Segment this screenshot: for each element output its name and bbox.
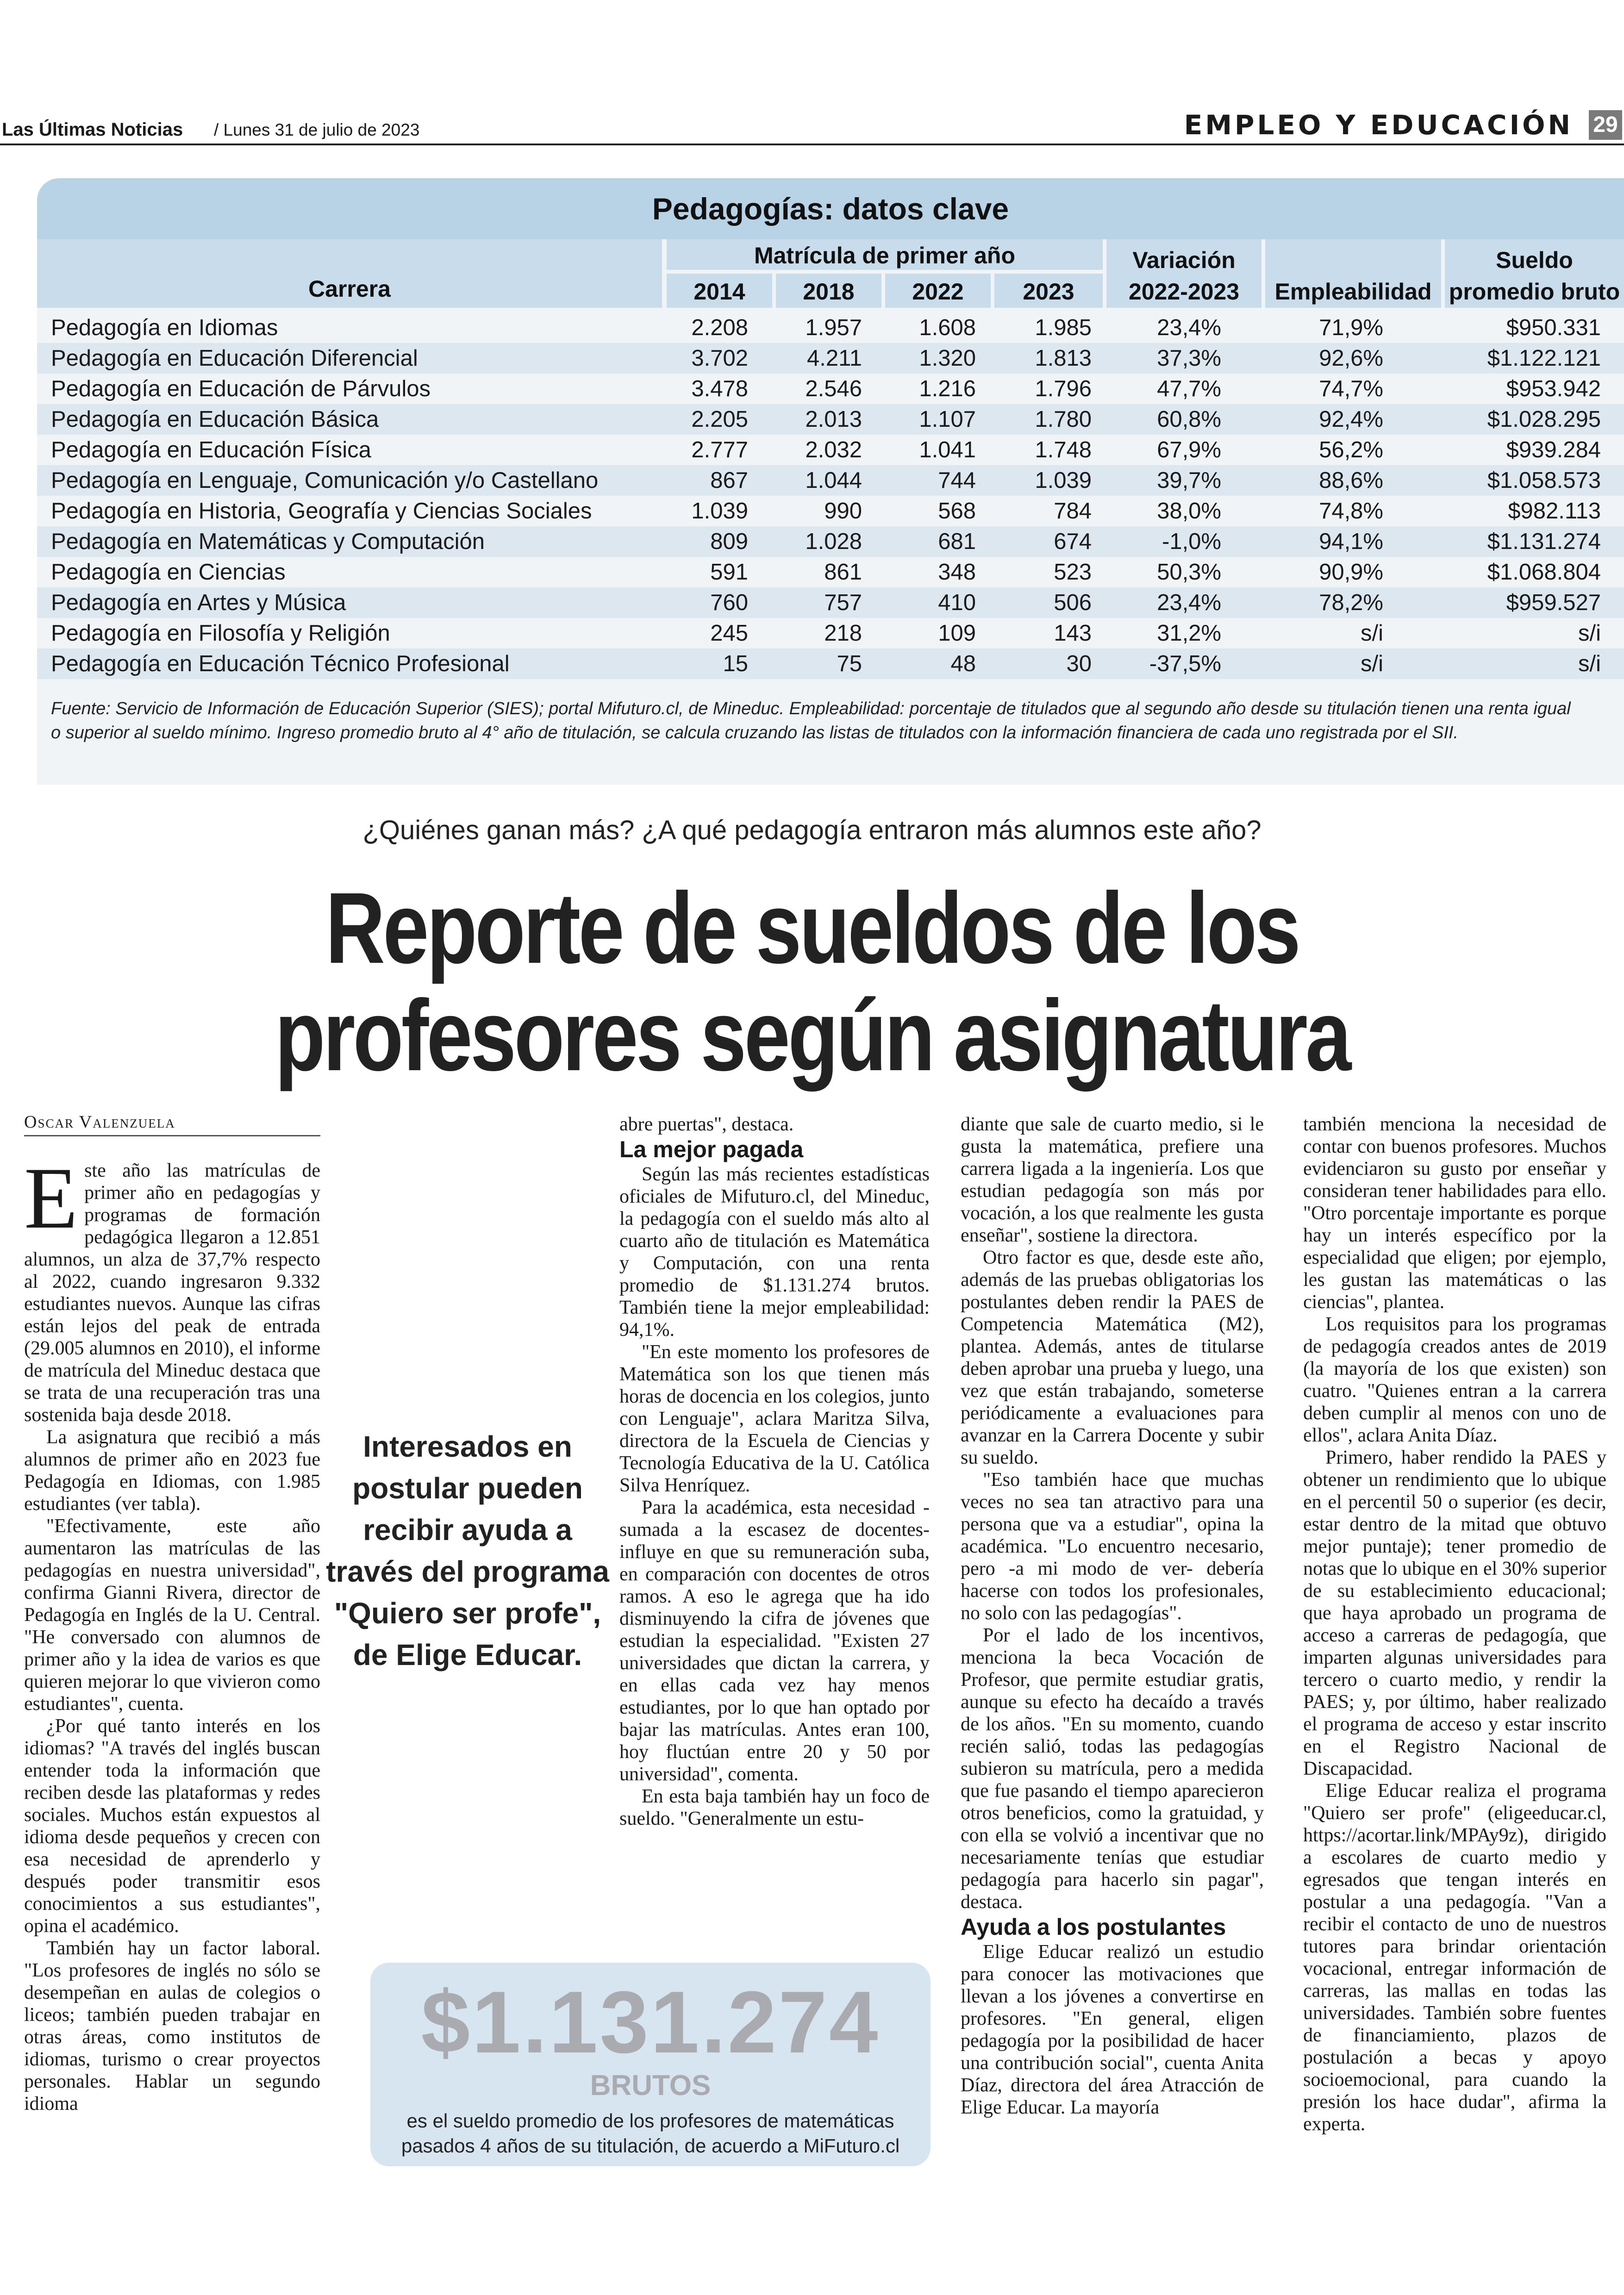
cell-variation: 37,3% xyxy=(1157,346,1221,371)
salary-amount: $1.131.274 xyxy=(421,1973,880,2071)
cell-2023: 506 xyxy=(1054,590,1092,615)
cell-2018: 757 xyxy=(824,590,862,615)
cell-variation: 31,2% xyxy=(1157,621,1221,646)
cell-2014: 1.039 xyxy=(691,499,748,524)
cell-2018: 861 xyxy=(824,560,862,585)
article-paragraph: "En este momento los profesores de Matemática son los que tienen más horas de docencia en los colegios, junto con Lenguaje", aclara Maritza Silva, directora de la Escuela de Ciencias y Tecnología Educativa de la U. Católica Silva Henríquez. xyxy=(619,1341,930,1496)
article-paragraph: Para la académica, esta necesidad -sumada a la escasez de docentes- influye en que su remuneración suba, en comparación con docentes de otros ramos. A eso le agrega que ha ido disminuyendo la cifra de jóvenes que estudian la especialidad. "Existen 27 universidades que dictan la carrera, y en ellas cada vez hay menos estudiantes, por lo que han optado por bajar las matrículas. Antes eran 100, hoy fluctúan entre 20 y 50 por universidad", comenta. xyxy=(619,1497,930,1785)
header-year-2023: 2023 xyxy=(1023,279,1074,305)
table-row xyxy=(37,587,1624,618)
article-paragraph: diante que sale de cuarto medio, si le gusta la matemática, prefiere una carrera ligada a la ingeniería. Los que estudian pedagogía son más por vocación, a los que realmente les gusta enseñar", sostiene la directora. xyxy=(961,1114,1264,1246)
cell-variation: 23,4% xyxy=(1157,315,1221,340)
article-paragraph xyxy=(24,1150,320,1426)
cell-2022: 1.608 xyxy=(919,315,976,340)
cell-2014: 2.205 xyxy=(691,407,748,432)
cell-salary: $1.068.804 xyxy=(1487,560,1601,585)
article-headline xyxy=(146,872,1478,1092)
article-paragraph: Otro factor es que, desde este año, además de las pruebas obligatorias los postulantes deben rendir la PAES de Competencia Matemática (M2), plantea. Además, antes de titularse deben aprobar una prueba y luego, una vez que están trabajando, someterse periódicamente a evaluaciones para avanzar en la Carrera Docente y subir su sueldo. xyxy=(961,1247,1264,1468)
cell-career: Pedagogía en Educación Física xyxy=(51,437,371,462)
header-year-2022: 2022 xyxy=(912,279,964,305)
cell-2023: 1.748 xyxy=(1035,437,1092,462)
cell-2022: 681 xyxy=(938,529,976,554)
cell-variation: 47,7% xyxy=(1157,376,1221,401)
cell-career: Pedagogía en Ciencias xyxy=(51,560,286,585)
cell-employability: 88,6% xyxy=(1319,468,1383,493)
salary-caption: es el sueldo promedio de los profesores de matemáticas pasados 4 años de su titulación, de acuerdo a MiFuturo.cl xyxy=(401,2110,900,2157)
publication-date: / Lunes 31 de julio de 2023 xyxy=(214,120,420,139)
article-paragraph: también menciona la necesidad de contar con buenos profesores. Muchos evidenciaron su gusto por enseñar y consideran tener habilidades para ello. "Otro porcentaje importante es porque hay un interés específico por la especialidad que eligen; por ejemplo, les gustan las matemáticas o las ciencias", plantea. xyxy=(1303,1114,1606,1313)
drop-cap: E xyxy=(24,1150,78,1247)
table-row xyxy=(37,465,1624,496)
article-kicker: ¿Quiénes ganan más? ¿A qué pedagogía entraron más alumnos este año? xyxy=(362,815,1262,845)
cell-2022: 1.041 xyxy=(919,437,976,462)
cell-2018: 2.546 xyxy=(805,376,862,401)
article-paragraph: La asignatura que recibió a más alumnos de primer año en 2023 fue Pedagogía en Idiomas, con 1.985 estudiantes (ver tabla). xyxy=(24,1427,320,1515)
cell-variation: 39,7% xyxy=(1157,468,1221,493)
article-paragraph: ¿Por qué tanto interés en los idiomas? "A través del inglés buscan entender toda la información que reciben desde las plataformas y redes sociales. Muchos están expuestos al idioma desde pequeños y crecen con esa necesidad de aprenderlo y después poder transmitir esos conocimientos a sus estudiantes", opina el académico. xyxy=(24,1715,320,1937)
paragraph-text: ste año las matrículas de primer año en pedagogías y programas de formación pedagógica llegaron a 12.851 alumnos, un alza de 37,7% respecto al 2022, cuando ingresaron 9.332 estudiantes nuevos. Aunque las cifras están lejos del peak de entrada (29.005 alumnos en 2010), el informe de matrícula del Mineduc destaca que se trata de una recuperación tras una sostenida baja desde 2018. xyxy=(24,1160,320,1426)
cell-variation: 38,0% xyxy=(1157,499,1221,524)
header-enrollment: Matrícula de primer año xyxy=(754,243,1016,268)
cell-variation: 50,3% xyxy=(1157,560,1221,585)
page-number: 29 xyxy=(1589,110,1622,140)
cell-2022: 410 xyxy=(938,590,976,615)
cell-employability: 90,9% xyxy=(1319,560,1383,585)
cell-2023: 1.796 xyxy=(1035,376,1092,401)
cell-salary: s/i xyxy=(1578,651,1601,676)
cell-career: Pedagogía en Educación de Párvulos xyxy=(51,376,431,401)
article-paragraph: "Eso también hace que muchas veces no sea tan atractivo para una persona que va a estudiar", opina la académica. "Lo encuentro necesario, pero -a mi modo de ver- debería hacerse con todos los profesionales, no solo con las pedagogías". xyxy=(961,1469,1264,1624)
cell-2022: 1.107 xyxy=(919,407,976,432)
cell-2023: 1.985 xyxy=(1035,315,1092,340)
table-row xyxy=(37,374,1624,404)
cell-employability: 74,7% xyxy=(1319,376,1383,401)
cell-2014: 15 xyxy=(723,651,748,676)
salary-highlight-box xyxy=(370,1963,931,2166)
cell-2022: 109 xyxy=(938,621,976,646)
headline-line: profesores según asignatura xyxy=(275,979,1349,1092)
cell-2022: 48 xyxy=(950,651,976,676)
cell-2018: 2.032 xyxy=(805,437,862,462)
cell-2023: 30 xyxy=(1066,651,1092,676)
byline: Oscar Valenzuela xyxy=(24,1111,320,1136)
cell-2022: 1.216 xyxy=(919,376,976,401)
cell-2018: 1.044 xyxy=(805,468,862,493)
cell-employability: 78,2% xyxy=(1319,590,1383,615)
cell-2014: 591 xyxy=(710,560,748,585)
header-salary: Sueldo xyxy=(1496,247,1573,273)
header-salary-sub: promedio bruto xyxy=(1449,279,1620,305)
table-row xyxy=(37,618,1624,649)
cell-salary: $939.284 xyxy=(1506,437,1601,462)
cell-employability: 92,4% xyxy=(1319,407,1383,432)
cell-2018: 4.211 xyxy=(807,346,862,371)
table-row xyxy=(37,557,1624,587)
cell-salary: $1.058.573 xyxy=(1487,468,1601,493)
subheading: Ayuda a los postulantes xyxy=(961,1914,1226,1940)
table-footnote: Fuente: Servicio de Información de Educación Superior (SIES); portal Mifuturo.cl, de Mineduc. Empleabilidad: porcentaje de titulados que al segundo año desde su titulación tienen una renta igual o superior al sueldo mínimo. Ingreso promedio bruto al 4° año de titulación, se calcula cruzando las listas de titulados con la información financiera de cada uno registrada por el SII. xyxy=(51,699,1571,742)
table-row xyxy=(37,649,1624,679)
publication-name: Las Últimas Noticias xyxy=(2,119,183,140)
article-paragraph: Elige Educar realizó un estudio para conocer las motivaciones que llevan a los jóvenes a convertirse en profesores. "En general, eligen pedagogía por la posibilidad de hacer una contribución social", cuenta Anita Díaz, directora del área Atracción de Elige Educar. La mayoría xyxy=(961,1941,1264,2118)
cell-salary: $959.527 xyxy=(1506,590,1601,615)
cell-variation: 67,9% xyxy=(1157,437,1221,462)
cell-employability: 94,1% xyxy=(1319,529,1383,554)
article-paragraph: Según las más recientes estadísticas oficiales de Mifuturo.cl, del Mineduc, la pedagogía con el sueldo más alto al cuarto año de titulación es Matemática y Computación, con una renta promedio de $1.131.274 brutos. También tiene la mejor empleabilidad: 94,1%. xyxy=(619,1164,930,1341)
article-paragraph: "Efectivamente, este año aumentaron las matrículas de las pedagogías en nuestra universidad", confirma Gianni Rivera, director de Pedagogía en Inglés de la U. Central. "He conversado con alumnos de primer año y la idea de varios es que quieren mejorar lo que vivieron como estudiantes", cuenta. xyxy=(24,1515,320,1715)
cell-2023: 674 xyxy=(1054,529,1092,554)
headline-line: Reporte de sueldos de los xyxy=(325,872,1299,985)
cell-2018: 218 xyxy=(824,621,862,646)
cell-salary: $982.113 xyxy=(1508,499,1601,524)
table-row xyxy=(37,496,1624,526)
table-header xyxy=(37,239,1624,308)
pull-quote: Interesados en postular pueden recibir ayuda a través del programa "Quiero ser profe", de Elige Educar. xyxy=(326,1430,609,1671)
cell-career: Pedagogía en Matemáticas y Computación xyxy=(51,529,485,554)
cell-2014: 2.208 xyxy=(691,315,748,340)
cell-variation: -1,0% xyxy=(1162,529,1221,554)
cell-2023: 1.780 xyxy=(1035,407,1092,432)
cell-2023: 784 xyxy=(1054,499,1092,524)
cell-salary: $1.122.121 xyxy=(1487,346,1601,371)
cell-2022: 1.320 xyxy=(919,346,976,371)
cell-variation: 60,8% xyxy=(1157,407,1221,432)
cell-employability: s/i xyxy=(1361,651,1383,676)
cell-2023: 1.039 xyxy=(1035,468,1092,493)
article-paragraph: Por el lado de los incentivos, menciona la beca Vocación de Profesor, que permite estudiar gratis, aunque su efecto ha decaído a través de los años. "En su momento, cuando recién salió, todas las pedagogías subieron su matrícula, pero a medida que fue pasando el tiempo aparecieron otros beneficios, como la gratuidad, y con ella se volvió a incentivar que no necesariamente tenías que estudiar pedagogía para hacerlo sin pagar", destaca. xyxy=(961,1625,1264,1913)
cell-employability: 56,2% xyxy=(1319,437,1383,462)
article-paragraph: También hay un factor laboral. "Los profesores de inglés no sólo se desempeñan en aulas de colegios o liceos; también pueden trabajar en otras áreas, como institutos de idiomas, turismo o crear proyectos personales. Hablar un segundo idioma xyxy=(24,1938,320,2114)
article-column-4 xyxy=(1303,1113,1606,2135)
cell-career: Pedagogía en Lenguaje, Comunicación y/o Castellano xyxy=(51,468,599,493)
cell-variation: 23,4% xyxy=(1157,590,1221,615)
cell-2023: 1.813 xyxy=(1035,346,1092,371)
table-row xyxy=(37,435,1624,465)
article-paragraph: abre puertas", destaca. xyxy=(619,1114,794,1135)
cell-2014: 3.702 xyxy=(691,346,748,371)
table-row xyxy=(37,312,1624,343)
cell-salary: s/i xyxy=(1578,621,1601,646)
cell-salary: $950.331 xyxy=(1506,315,1601,340)
cell-2018: 1.028 xyxy=(805,529,862,554)
article-paragraph: Elige Educar realiza el programa "Quiero ser profe" (eligeeducar.cl, https://acortar.link/MPAy9z), dirigido a escolares de cuarto medio y egresados que tengan interés en postular a una pedagogía. "Van a recibir el contacto de uno de nuestros tutores para brindar orientación vocacional, entregar información de carreras, las mallas en todas las universidades. También sobre fuentes de financiamiento, plazos de postulación a becas y apoyo socioemocional, para cuando la presión los hace dudar", afirma la experta. xyxy=(1303,1780,1606,2135)
article-paragraph: Primero, haber rendido la PAES y obtener un rendimiento que lo ubique en el percentil 50 o superior (es decir, estar dentro de la mitad que obtuvo mejor puntaje); tener promedio de notas que lo ubique en el 30% superior de su establecimiento educacional; que haya aprobado un programa de acceso a carreras de pedagogía, que imparten algunas universidades para tercero o cuarto medio, y rendir la PAES; y, por último, haber realizado el programa de acceso y estar inscrito en el Registro Nacional de Discapacidad. xyxy=(1303,1447,1606,1779)
cell-2018: 990 xyxy=(824,499,862,524)
cell-career: Pedagogía en Artes y Música xyxy=(51,590,346,615)
cell-2023: 143 xyxy=(1054,621,1092,646)
header-year-2018: 2018 xyxy=(803,279,855,305)
header-year-2014: 2014 xyxy=(693,279,745,305)
header-employability: Empleabilidad xyxy=(1274,279,1432,305)
cell-variation: -37,5% xyxy=(1149,651,1221,676)
table-title: Pedagogías: datos clave xyxy=(37,178,1624,239)
cell-employability: 74,8% xyxy=(1319,499,1383,524)
cell-career: Pedagogía en Filosofía y Religión xyxy=(51,621,390,646)
header-variation-years: 2022-2023 xyxy=(1128,279,1240,305)
subheading: La mejor pagada xyxy=(619,1136,804,1162)
header-career: Carrera xyxy=(308,276,391,302)
section-title: EMPLEO Y EDUCACIÓN xyxy=(1184,109,1573,141)
cell-employability: s/i xyxy=(1361,621,1383,646)
cell-career: Pedagogía en Educación Diferencial xyxy=(51,346,418,371)
cell-2014: 245 xyxy=(710,621,748,646)
cell-career: Pedagogía en Idiomas xyxy=(51,315,278,340)
cell-2018: 75 xyxy=(837,651,862,676)
cell-2018: 2.013 xyxy=(805,407,862,432)
article-column-1 xyxy=(24,1111,320,2115)
cell-2023: 523 xyxy=(1054,560,1092,585)
table-row xyxy=(37,404,1624,435)
article-paragraph: En esta baja también hay un foco de sueldo. "Generalmente un estu- xyxy=(619,1786,930,1829)
cell-2014: 809 xyxy=(710,529,748,554)
table-row xyxy=(37,526,1624,557)
cell-employability: 92,6% xyxy=(1319,346,1383,371)
cell-career: Pedagogía en Educación Técnico Profesional xyxy=(51,651,510,676)
cell-2022: 348 xyxy=(938,560,976,585)
article-paragraph: Los requisitos para los programas de pedagogía creados antes de 2019 (la mayoría de los que existen) son cuatro. "Quienes entran a la carrera deben cumplir al menos con uno de ellos", aclara Anita Díaz. xyxy=(1303,1314,1606,1446)
article-column-3 xyxy=(961,1113,1264,2119)
article-column-2 xyxy=(619,1113,930,1830)
cell-salary: $1.028.295 xyxy=(1487,407,1601,432)
cell-2014: 760 xyxy=(710,590,748,615)
cell-2018: 1.957 xyxy=(805,315,862,340)
cell-2022: 568 xyxy=(938,499,976,524)
cell-2014: 3.478 xyxy=(691,376,748,401)
masthead xyxy=(0,106,1624,148)
table-row xyxy=(37,343,1624,374)
cell-employability: 71,9% xyxy=(1319,315,1383,340)
cell-career: Pedagogía en Educación Básica xyxy=(51,407,379,432)
cell-salary: $1.131.274 xyxy=(1487,529,1601,554)
cell-2014: 2.777 xyxy=(691,437,748,462)
header-variation: Variación xyxy=(1132,247,1236,273)
cell-career: Pedagogía en Historia, Geografía y Ciencias Sociales xyxy=(51,499,592,524)
cell-2022: 744 xyxy=(938,468,976,493)
salary-label: BRUTOS xyxy=(590,2070,711,2102)
masthead-rule xyxy=(0,143,1624,145)
cell-salary: $953.942 xyxy=(1506,376,1601,401)
cell-2014: 867 xyxy=(710,468,748,493)
data-table-box xyxy=(37,178,1624,785)
